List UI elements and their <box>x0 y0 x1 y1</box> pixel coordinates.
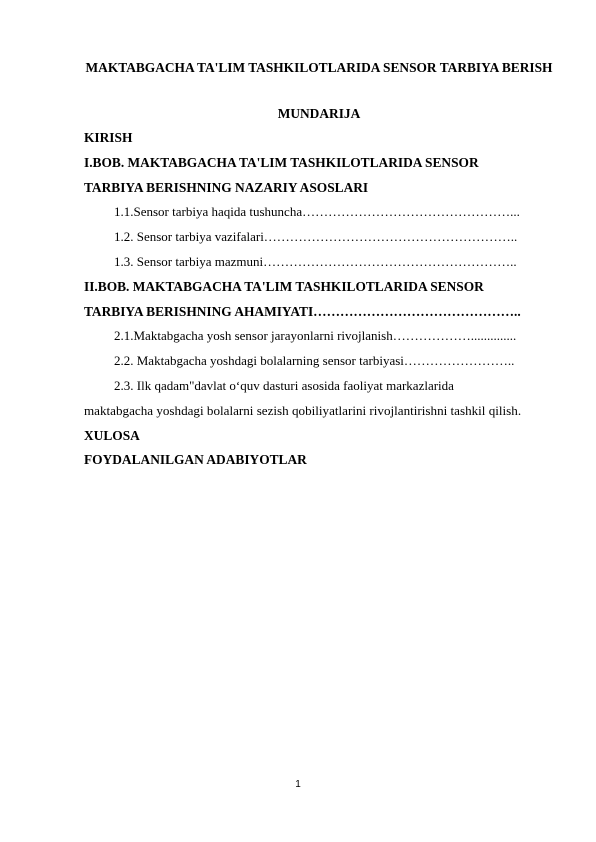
toc-section-2-3: 2.3. Ilk qadam"davlat o‘quv dasturi asosida faoliyat markazlarida <box>114 377 454 393</box>
contents-heading: MUNDARIJA <box>277 106 361 121</box>
toc-section-2-3-cont: maktabgacha yoshdagi bolalarni sezish qobiliyatlarini rivojlantirishni tashkil qilish. <box>84 402 522 418</box>
toc-chapter-2-title: II.BOB. MAKTABGACHA TA'LIM TASHKILOTLARIDA SENSOR <box>84 278 484 294</box>
document-title: MAKTABGACHA TA'LIM TASHKILOTLARIDA SENSOR TARBIYA BERISH <box>85 60 553 75</box>
toc-section-1-1: 1.1.Sensor tarbiya haqida tushuncha…………………………………………... <box>114 204 520 220</box>
toc-item-conclusion: XULOSA <box>84 427 140 443</box>
toc-section-1-3: 1.3. Sensor tarbiya mazmuni………………………………………………….. <box>114 253 517 269</box>
toc-chapter-1-title-cont: TARBIYA BERISHNING NAZARIY ASOSLARI <box>84 179 369 195</box>
toc-item-references: FOYDALANILGAN ADABIYOTLAR <box>84 452 307 468</box>
page-number: 1 <box>295 779 301 790</box>
toc-chapter-2-title-cont: TARBIYA BERISHNING AHAMIYATI……………………………………….. <box>84 303 521 319</box>
toc-section-2-2: 2.2. Maktabgacha yoshdagi bolalarning sensor tarbiyasi…………………….. <box>114 353 515 369</box>
table-of-contents <box>84 126 564 473</box>
toc-section-1-2: 1.2. Sensor tarbiya vazifalari………………………………………………….. <box>114 229 518 245</box>
toc-item-introduction: KIRISH <box>84 130 133 145</box>
toc-chapter-1-title: I.BOB. MAKTABGACHA TA'LIM TASHKILOTLARIDA SENSOR <box>84 154 479 170</box>
toc-section-2-1: 2.1.Maktabgacha yosh sensor jarayonlarni rivojlanish……………….............. <box>114 328 517 344</box>
